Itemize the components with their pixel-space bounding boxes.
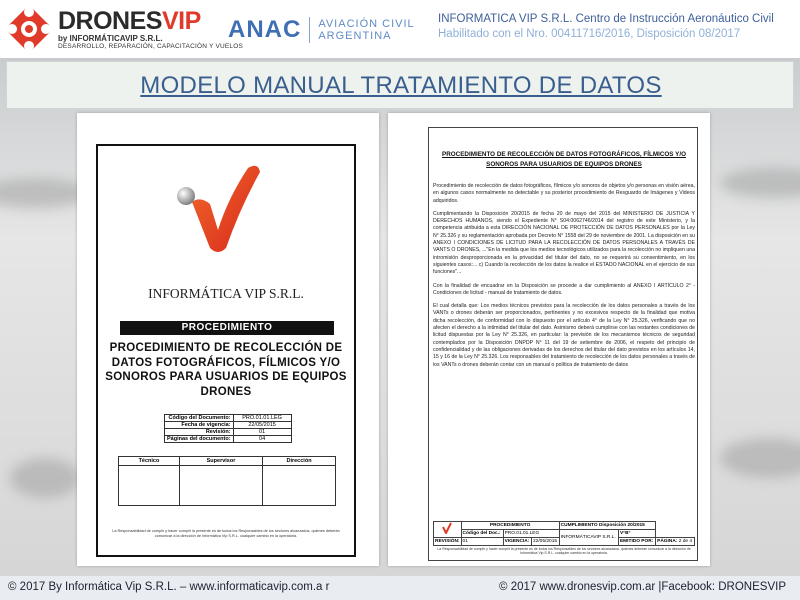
doc-heading: PROCEDIMIENTO DE RECOLECCIÓN DE DATOS FOTOGRÁFICOS, FÍLMICOS Y/O SONOROS PARA USUARIOS DE EQUIPOS DRONES bbox=[442, 151, 686, 168]
meta-row bbox=[165, 422, 292, 429]
cover-company: INFORMÁTICA VIP S.R.L. bbox=[148, 286, 304, 301]
drone-silhouette bbox=[720, 438, 800, 478]
cover-frame bbox=[96, 144, 356, 557]
logo-title-accent: VIP bbox=[161, 7, 201, 35]
meta-value: 04 bbox=[233, 436, 291, 443]
signature-header: Supervisor bbox=[179, 457, 262, 466]
meta-key: Revisión: bbox=[165, 429, 234, 436]
dronesvip-logo-icon bbox=[6, 6, 52, 52]
drone-silhouette bbox=[10, 458, 80, 498]
logo-tagline: DESARROLLO, REPARACIÓN, CAPACITACIÓN Y VUELOS bbox=[58, 43, 244, 50]
doc-paragraph: Procedimiento de recolección de datos fotográficos, fílmicos y/o sonoros de objetos y/o personas en visión aérea, en algunos casos normalmente no detectable y su posterior procedimiento de Resguardo de Imágenes y Videos adquiridos. bbox=[433, 183, 695, 204]
title-bar bbox=[6, 61, 794, 109]
footer-revision-label: REVISIÓN: bbox=[435, 539, 460, 544]
footer-revision-value: 01 bbox=[461, 538, 503, 546]
signature-table bbox=[118, 456, 336, 506]
footer-vigencia-value: 22/05/2015 bbox=[532, 538, 560, 546]
doc-footer bbox=[433, 521, 695, 559]
doc-body bbox=[433, 183, 695, 375]
footer-emitido-value: INFORMÁTICAVIP S.R.L. bbox=[559, 530, 618, 546]
dronesvip-logo-text bbox=[58, 8, 243, 51]
signature-cell bbox=[179, 466, 262, 506]
header bbox=[0, 0, 800, 58]
footer-copyright-right: © 2017 www.dronesvip.com.ar |Facebook: DRONESVIP bbox=[499, 581, 786, 593]
meta-value: PRO.01.01.LEG bbox=[233, 415, 291, 422]
document-cover-page bbox=[77, 113, 379, 566]
doc-paragraph: Con la finalidad de encuadrar en la Disposición se procede a dar cumplimiento al ANEXO I ARTÍCULO 2° - Condiciones de licitud - manual de tratamiento de datos. bbox=[433, 282, 695, 296]
meta-row bbox=[165, 436, 292, 443]
footer-bar bbox=[0, 576, 800, 600]
meta-row bbox=[165, 429, 292, 436]
footer-cumplimiento-label: CUMPLIMIENTO bbox=[560, 523, 598, 528]
drone-silhouette bbox=[720, 168, 800, 198]
footer-pagina-value: 2 de 4 bbox=[678, 539, 693, 544]
anac-divider bbox=[309, 17, 310, 43]
document-content-page bbox=[388, 113, 710, 566]
signature-cell bbox=[263, 466, 336, 506]
page-title: MODELO MANUAL TRATAMIENTO DE DATOS bbox=[140, 72, 662, 99]
cover-section-bar: PROCEDIMIENTO bbox=[120, 321, 334, 335]
anac-main: ANAC bbox=[228, 16, 302, 43]
footer-pagina-label: PÁGINA: bbox=[657, 539, 678, 544]
document-meta-table bbox=[164, 414, 292, 443]
footer-copyright-left: © 2017 By Informática Vip S.R.L. – www.informaticavip.com.a r bbox=[8, 581, 330, 593]
cover-footnote: La Responsabilidad de cumplir y hacer cumplir la presente es de todos los Responsables de los sectores alcanzados, quienes deberán comunicar a la dirección de Informática Vip S.R.L. cualquier cambio en la operatoria. bbox=[112, 529, 340, 538]
informaticavip-check-small-icon bbox=[442, 522, 452, 534]
footer-cumplimiento bbox=[559, 522, 655, 530]
meta-key: Código del Documento: bbox=[165, 415, 234, 422]
meta-key: Fecha de vigencia: bbox=[165, 422, 234, 429]
signature-cell bbox=[119, 466, 180, 506]
footer-logo-cell bbox=[434, 522, 462, 538]
logo-title bbox=[58, 8, 243, 34]
footer-cumplimiento-value: Disposición 20/2015 bbox=[598, 523, 645, 528]
signature-header: Técnico bbox=[119, 457, 180, 466]
meta-row bbox=[165, 415, 292, 422]
cover-title: PROCEDIMIENTO DE RECOLECCIÓN DE DATOS FOTOGRÁFICOS, FÍLMICOS Y/O SONOROS PARA USUARIOS DE EQUIPOS DRONES bbox=[105, 342, 347, 398]
meta-value: 01 bbox=[233, 429, 291, 436]
doc-footer-table bbox=[433, 521, 695, 546]
footer-emitido-label: EMITIDO POR: bbox=[618, 538, 655, 546]
anac-logo bbox=[228, 16, 415, 44]
footer-codigo-value: PRO.01.01.LEG bbox=[503, 530, 559, 538]
logo-by: by INFORMÁTICAVIP S.R.L. bbox=[58, 34, 163, 43]
footer-vigencia-label: VIGENCIA: bbox=[503, 538, 531, 546]
footer-procedimiento: PROCEDIMIENTO bbox=[461, 522, 559, 530]
footer-pagina-cell bbox=[656, 538, 695, 546]
logo-title-main: DRONES bbox=[58, 7, 162, 35]
meta-value: 22/05/2015 bbox=[233, 422, 291, 429]
company-line1: INFORMATICA VIP S.R.L. Centro de Instrucción Aeronáutico Civil bbox=[438, 13, 774, 25]
company-line2: Habilitado con el Nro. 00411716/2016, Disposición 08/2017 bbox=[438, 28, 741, 40]
footer-codigo-label: Código del Doc.: bbox=[461, 530, 503, 538]
doc-paragraph: El cual detalla que: Los medios técnicos previstos para la recolección de los datos personales a través de los VANTs o drones deberán ser proporcionados, pertinentes y no excesivos respecto de la finalidad que motiva dicha recolección, de conformidad con lo dispuesto por el artículo 4° de la Ley N° 25.326, verificando que no afecten el derecho a la intimidad del titular del dato. Asimismo deberá cumplirse con las restantes condiciones de licitud dispuestas por la Ley N° 25.326, en particular: la previsión de los mecanismos técnicos de seguridad contemplados por la Disposición DNPDP N° 11 del 19 de setiembre de 2006, el respeto del principio de confidencialidad y de las obligaciones derivadas de los derechos del titular del dato previstos en los artículos 14, 15 y 16 de la Ley N° 25.326. Los responsables del tratamiento de recolección de los datos personales a través de los VANTs o drones deberán contar con un manual o política de tratamiento de datos bbox=[433, 303, 695, 368]
informaticavip-check-logo-icon bbox=[170, 158, 270, 258]
company-info bbox=[438, 12, 798, 42]
doc-footer-note: La Responsabilidad de cumplir y hacer cumplir la presente es de todos los Responsables de los sectores alcanzados, quienes deberán comunicar a la dirección de Informática Vip S.R.L. cualquier cambio en la operatoria. bbox=[437, 547, 691, 556]
content-frame bbox=[428, 127, 698, 561]
footer-vb-label: V°B° bbox=[618, 530, 655, 538]
meta-key: Páginas del documento: bbox=[165, 436, 234, 443]
signature-header: Dirección bbox=[263, 457, 336, 466]
anac-sub-line2: ARGENTINA bbox=[318, 30, 392, 42]
doc-paragraph: Cumplimentando la Disposición 20/2015 de fecha 20 de mayo del 2015 del MINISTERIO DE JUSTICIA Y DERECHOS HUMANOS, siendo el Expediente N° S04:0062746/2014 del registro de este Ministerio, y la competencia atribuida a esta DIRECCIÓN NACIONAL DE PROTECCIÓN DE DATOS PERSONALES por la Ley N° 25.326 y su reglamentación aprobada por Decreto N° 1558 del 29 de noviembre de 2001. La disposición en su ANEXO I CONDICIONES DE LICITUD PARA LA RECOLECCIÓN DE DATOS PERSONALES A TRAVÉS DE VANTS O DRONES, ..."En la medida que los medios tecnológicos utilizados para la recolección no impliquen una intromisión desproporcionada en la privacidad del titular del dato, no se requerirá su consentimiento, en los siguientes casos:... c) Cuando la recolección de los datos la realice el ESTADO NACIONAL en el ejercicio de sus funciones"... bbox=[433, 210, 695, 276]
anac-sub-line1: AVIACIÓN CIVIL bbox=[318, 18, 415, 30]
